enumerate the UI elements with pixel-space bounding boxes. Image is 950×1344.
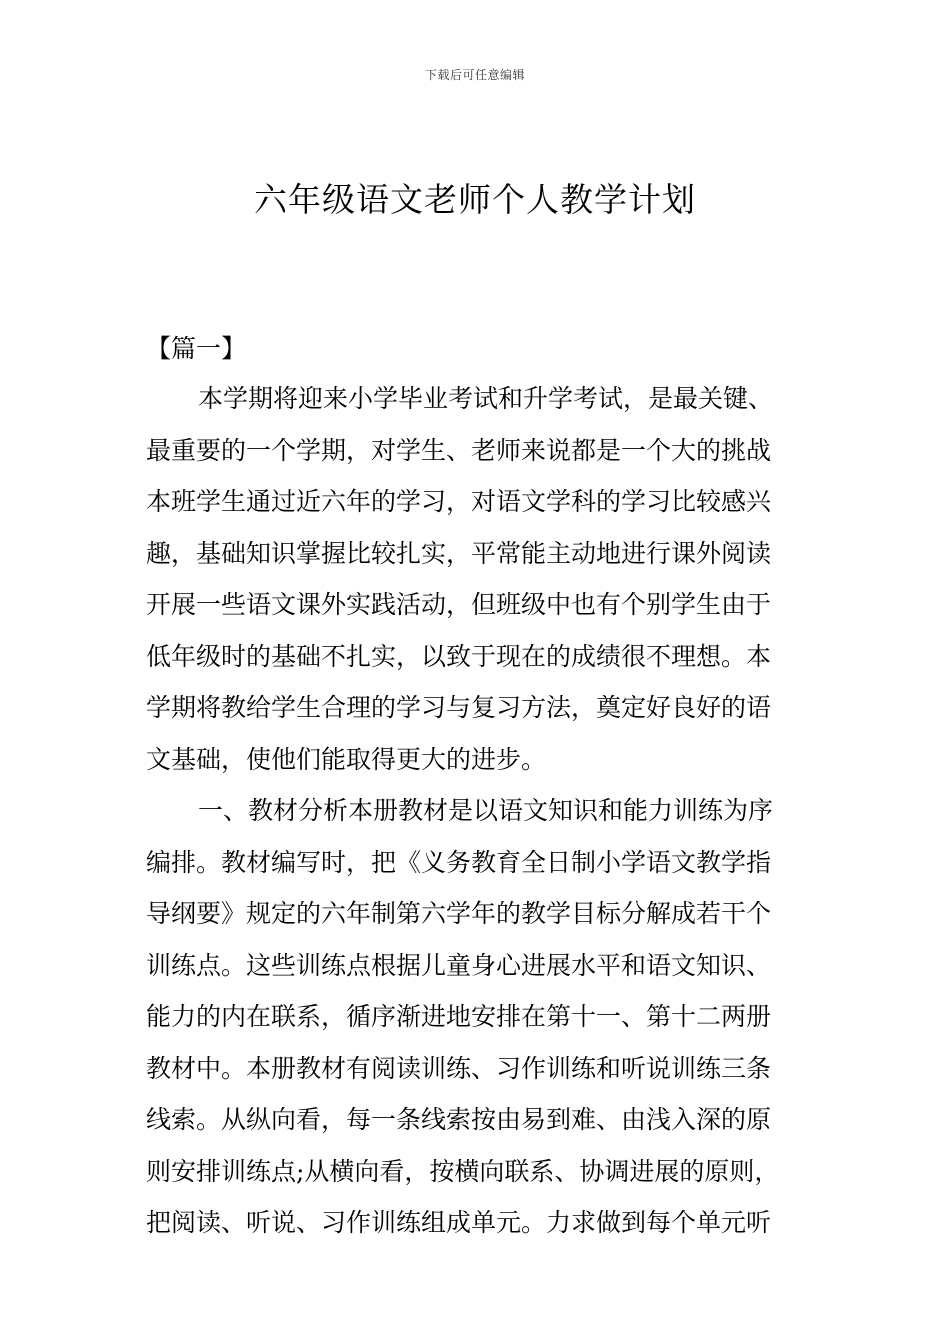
paragraph-line: 把阅读、听说、习作训练组成单元。力求做到每个单元听 — [146, 1208, 772, 1237]
paragraph-line: 本学期将迎来小学毕业考试和升学考试，是最关键、 — [198, 384, 774, 413]
paragraph-line: 趣，基础知识掌握比较扎实，平常能主动地进行课外阅读 — [146, 538, 772, 568]
paragraph-line: 导纲要》规定的六年制第六学年的教学目标分解成若干个 — [146, 899, 772, 928]
paragraph-line: 线索。从纵向看，每一条线索按由易到难、由浅入深的原 — [146, 1105, 772, 1134]
paragraph-line: 开展一些语文课外实践活动，但班级中也有个别学生由于 — [146, 590, 772, 619]
document-title: 六年级语文老师个人教学计划 — [254, 180, 696, 219]
paragraph-line: 文基础，使他们能取得更大的进步。 — [146, 744, 547, 774]
paragraph-line: 教材中。本册教材有阅读训练、习作训练和听说训练三条 — [146, 1053, 772, 1083]
paragraph-line: 则安排训练点;从横向看，按横向联系、协调进展的原则， — [146, 1156, 780, 1186]
paragraph-line: 编排。教材编写时，把《义务教育全日制小学语文教学指 — [146, 847, 772, 877]
paragraph-line: 一、教材分析本册教材是以语文知识和能力训练为序 — [198, 796, 774, 825]
paragraph-line: 能力的内在联系，循序渐进地安排在第十一、第十二两册 — [146, 1002, 772, 1031]
paragraph-line: 本班学生通过近六年的学习，对语文学科的学习比较感兴 — [146, 487, 772, 516]
body-text — [146, 373, 808, 1249]
paragraph-line: 最重要的一个学期，对学生、老师来说都是一个大的挑战 — [146, 435, 772, 465]
paragraph-line: 训练点。这些训练点根据儿童身心进展水平和语文知识、 — [146, 950, 772, 980]
page-header-note: 下载后可任意编辑 — [424, 68, 525, 82]
paragraph-line: 低年级时的基础不扎实，以致于现在的成绩很不理想。本 — [146, 641, 772, 671]
section-label: 【篇一】 — [146, 334, 247, 363]
paragraph-line: 学期将教给学生合理的学习与复习方法，奠定好良好的语 — [146, 693, 772, 722]
